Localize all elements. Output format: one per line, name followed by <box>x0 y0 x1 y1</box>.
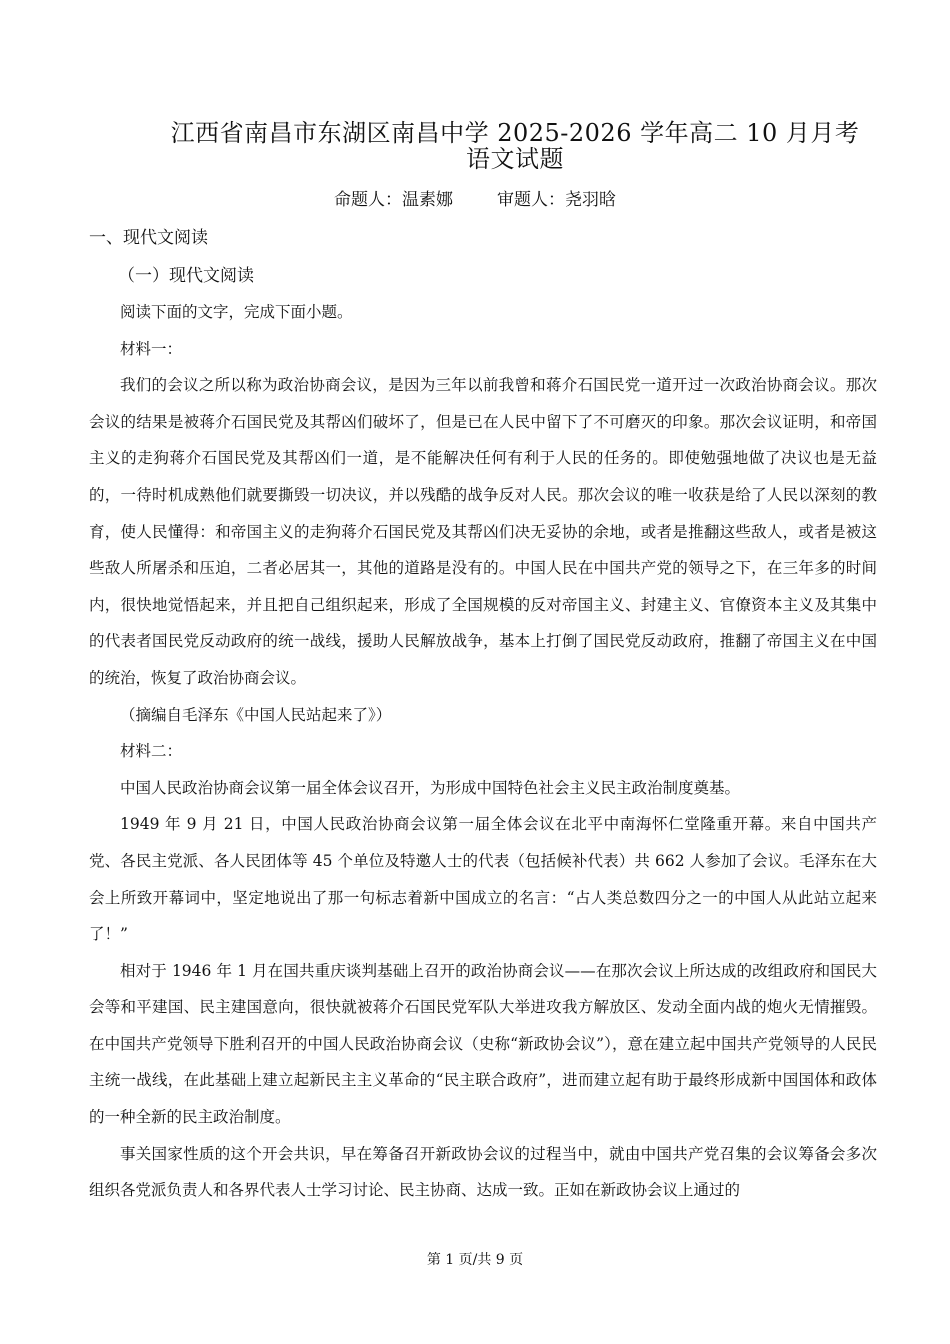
reviewer-name: 审题人：尧羽晗 <box>497 190 616 210</box>
material1-label: 材料一： <box>120 339 183 358</box>
material1-paragraph: 我们的会议之所以称为政治协商会议，是因为三年以前我曾和蒋介石国民党一道开过一次政治协商会议。那次会议的结果是被蒋介石国民党及其帮凶们破坏了，但是已在人民中留下了不可磨灭的印象。那次会议证明，和帝国主义的走狗蒋介石国民党及其帮凶们一道，是不能解决任何有利于人民的任务的。即使勉强地做了决议也是无益的，一待时机成熟他们就要撕毁一切决议，并以残酷的战争反对人民。那次会议的唯一收获是给了人民以深刻的教育，使人民懂得：和帝国主义的走狗蒋介石国民党及其帮凶们决无妥协的余地，或者是推翻这些敌人，或者是被这些敌人所屠杀和压迫，二者必居其一，其他的道路是没有的。中国人民在中国共产党的领导之下，在三年多的时间内，很快地觉悟起来，并且把自己组织起来，形成了全国规模的反对帝国主义、封建主义、官僚资本主义及其集中的代表者国民党反动政府的统一战线，援助人民解放战争，基本上打倒了国民党反动政府，推翻了帝国主义在中国的统治，恢复了政治协商会议。 <box>89 376 877 687</box>
material2-paragraph-3: 相对于 1946 年 1 月在国共重庆谈判基础上召开的政治协商会议——在那次会议上所达成的改组政府和国民大会等和平建国、民主建国意向，很快就被蒋介石国民党军队大举进攻我方解放区、发动全面内战的炮火无情摧毁。在中国共产党领导下胜利召开的中国人民政治协商会议（史称“新政协会议”），意在建立起中国共产党领导的人民民主统一战线，在此基础上建立起新民主主义革命的“民主联合政府”，进而建立起有助于最终形成新中国国体和政体的一种全新的民主政治制度。 <box>89 961 877 1127</box>
material2-paragraph-4: 事关国家性质的这个开会共识，早在筹备召开新政协会议的过程当中，就由中国共产党召集的会议筹备会多次组织各党派负责人和各界代表人士学习讨论、民主协商、达成一致。正如在新政协会议上通过的 <box>89 1144 877 1200</box>
material2-paragraph-1: 中国人民政治协商会议第一届全体会议召开，为形成中国特色社会主义民主政治制度奠基。 <box>120 778 741 797</box>
page-number: 第 1 页/共 9 页 <box>426 1252 524 1268</box>
material2-label: 材料二： <box>120 742 183 761</box>
author-name: 命题人：温素娜 <box>334 190 453 210</box>
author-line <box>0 188 950 212</box>
exam-subtitle: 语文试题 <box>466 145 564 173</box>
reading-body <box>89 294 877 1209</box>
section-heading: 一、现代文阅读 <box>89 228 208 248</box>
material1-source: （摘编自毛泽东《中国人民站起来了》） <box>120 705 392 724</box>
material2-paragraph-2: 1949 年 9 月 21 日，中国人民政治协商会议第一届全体会议在北平中南海怀仁堂隆重开幕。来自中国共产党、各民主党派、各人民团体等 45 个单位及特邀人士的代表（包括候补代表）共 662 人参加了会议。毛泽东在大会上所致开幕词中，坚定地说出了那一句标志着新中国成立的名言：“占人类总数四分之一的中国人从此站立起来了！” <box>89 815 877 944</box>
exam-title: 江西省南昌市东湖区南昌中学 2025-2026 学年高二 10 月月考 <box>170 119 860 147</box>
instruction-text: 阅读下面的文字，完成下面小题。 <box>120 303 353 321</box>
subsection-heading: （一）现代文阅读 <box>118 266 254 286</box>
